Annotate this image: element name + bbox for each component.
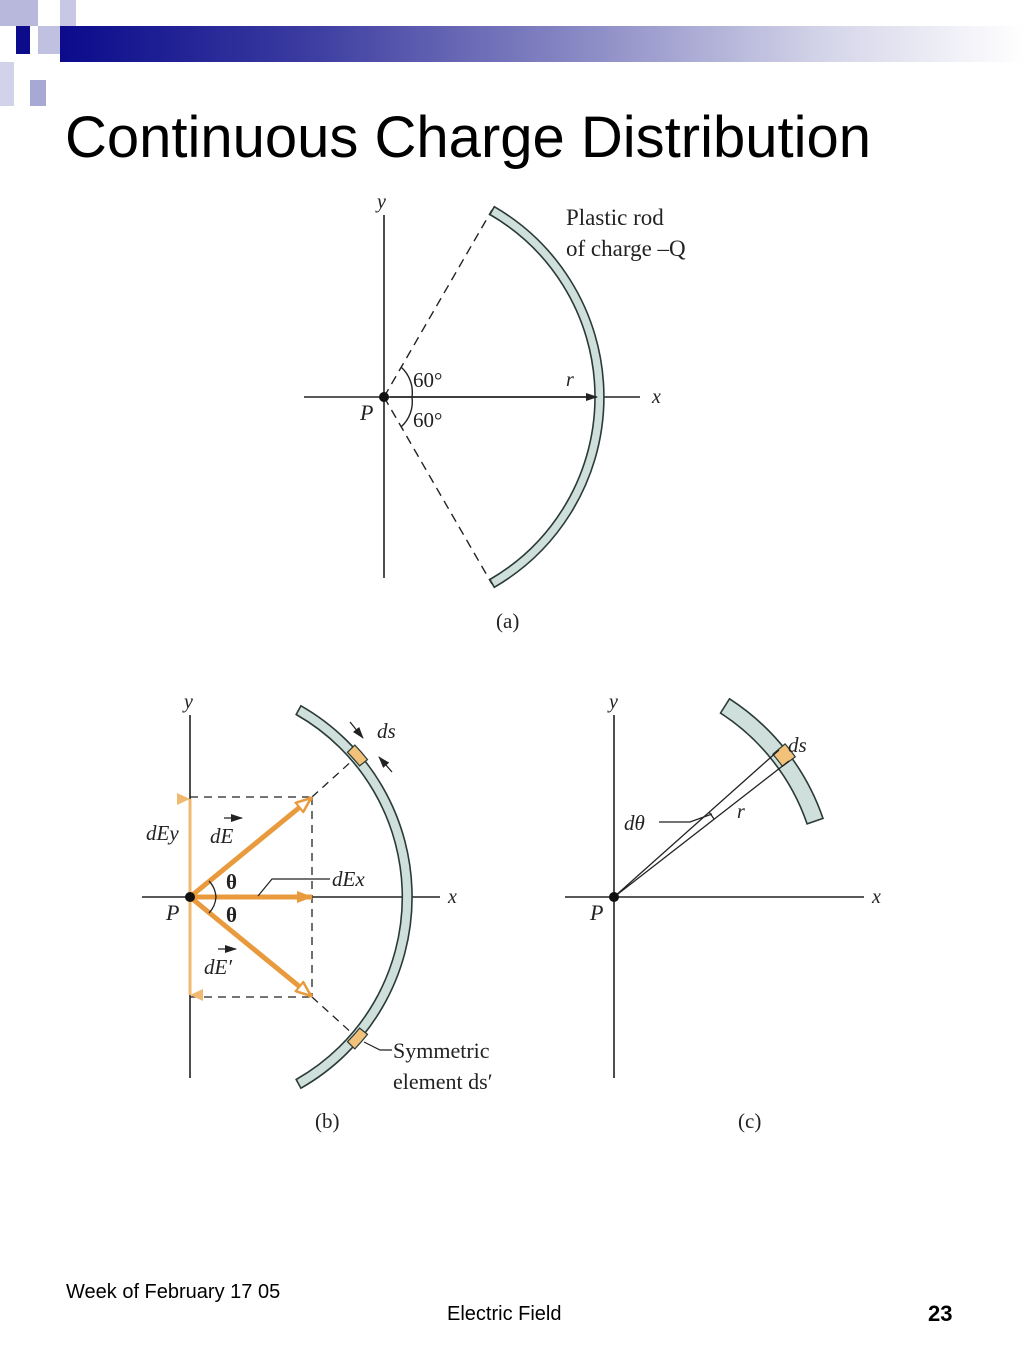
fig-c-caption: (c)	[738, 1109, 762, 1133]
fig-b-dEx-leader	[258, 879, 330, 896]
fig-a-radius-label: r	[566, 369, 574, 391]
fig-a-point-p	[379, 392, 389, 402]
fig-c-plastic-rod	[721, 699, 824, 824]
fig-a-angle-lower: 60°	[413, 408, 443, 432]
fig-b-ds-label: ds	[377, 719, 396, 743]
fig-a-rod-label-line1: Plastic rod	[566, 205, 664, 230]
fig-b-symmetric-line2: element ds′	[393, 1069, 493, 1094]
fig-b-point-label: P	[166, 900, 180, 925]
fig-b-symmetric-leader	[364, 1042, 392, 1050]
fig-b-point-p	[185, 892, 195, 902]
fig-a-y-label: y	[377, 191, 386, 213]
fig-b-ds-arrow-inner	[379, 757, 392, 772]
page-number: 23	[928, 1301, 953, 1326]
slide-title: Continuous Charge Distribution	[65, 105, 871, 170]
fig-c-y-label: y	[609, 691, 618, 713]
fig-b-y-label: y	[184, 691, 193, 713]
fig-a-angle-upper: 60°	[413, 368, 443, 392]
fig-b-caption: (b)	[315, 1109, 340, 1133]
fig-a-rod-label-line2: of charge –Q	[566, 236, 686, 261]
footer-date: Week of February 17 05	[66, 1281, 281, 1303]
fig-b-x-label: x	[448, 886, 457, 908]
fig-b-dEx-label: dEx	[332, 867, 365, 891]
fig-c-x-label: x	[872, 886, 881, 908]
fig-c-dtheta-label: dθ	[624, 811, 645, 835]
fig-b-dE-label: dE	[210, 824, 234, 848]
fig-b-theta-upper: θ	[226, 870, 237, 894]
fig-c-dtheta-leader	[659, 814, 712, 822]
fig-b-dEy-label: dEy	[146, 821, 179, 845]
fig-c-ds-label: ds	[788, 733, 807, 757]
fig-c-point-label: P	[590, 900, 604, 925]
fig-a-point-label: P	[360, 400, 374, 425]
fig-c-point-p	[609, 892, 619, 902]
fig-a-x-label: x	[652, 386, 661, 408]
fig-b-ds-arrow-outer	[350, 722, 363, 738]
figure-a	[304, 191, 686, 633]
fig-c-dtheta-arc	[709, 812, 714, 819]
figure-b	[142, 691, 493, 1133]
fig-b-dashed-to-ds-prime	[312, 997, 354, 1035]
fig-c-r-label: r	[737, 801, 745, 823]
fig-a-caption: (a)	[496, 609, 520, 633]
figure-c	[565, 691, 881, 1133]
fig-b-dE-prime-label: dE′	[204, 955, 232, 979]
fig-a-angle-arc-upper	[401, 367, 412, 397]
fig-b-symmetric-line1: Symmetric	[393, 1038, 490, 1063]
fig-b-dE-vector	[190, 798, 311, 897]
footer-topic: Electric Field	[447, 1303, 562, 1325]
fig-b-dE-prime-vector	[190, 897, 311, 996]
fig-b-dashed-to-ds	[312, 759, 354, 797]
fig-a-angle-arc-lower	[401, 397, 412, 427]
fig-b-theta-lower: θ	[226, 903, 237, 927]
